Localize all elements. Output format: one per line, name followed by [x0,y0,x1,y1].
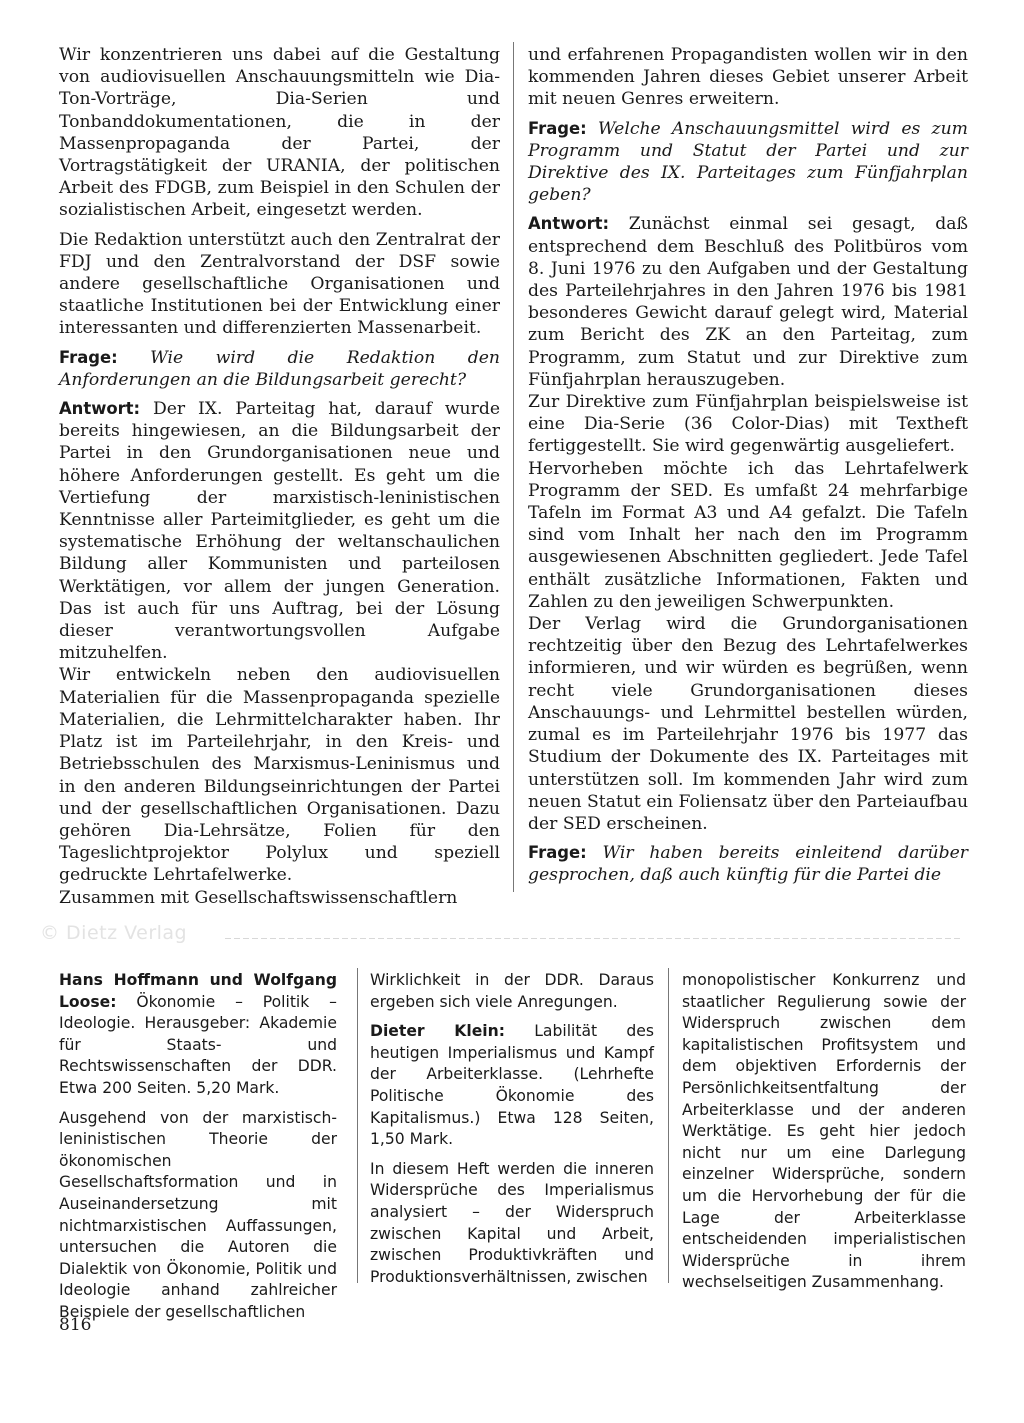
publisher-watermark: © Dietz Verlag [40,922,188,944]
question-text: Wie wird die Redaktion den Anforderungen an die Bildungsarbeit gerecht? [59,347,500,390]
question-label: Frage: [528,843,587,863]
question [528,842,968,886]
column-divider [357,968,358,1283]
question [528,118,968,207]
separator-line [225,938,963,939]
paragraph: Hervorheben möchte ich das Lehrtafelwerk Programm der SED. Es umfaßt 24 mehrfarbige Tafeln im Format A3 und A4 gefalzt. Die Tafeln sind vom Inhalt her nach den im Programm ausgewiesenen Abschnitten gegliedert. Jede Tafel enthält zusätzliche Informationen, Fakten und Zahlen zu den jeweiligen Schwerpunkten. [528,458,968,612]
review-column-2 [370,970,654,1288]
book-authors: Dieter Klein: [370,1022,505,1041]
review-text: Ausgehend von der marxistisch-leninistischen Theorie der ökonomischen Gesellschaftsformation und in Auseinandersetzung mit nichtmarxistischen Auffassungen, untersuchen die Autoren die Dialektik von Ökonomie, Politik und Ideologie anhand zahlreicher Beispiele der gesellschaftlichen [59,1108,337,1321]
paragraph: Zur Direktive zum Fünfjahrplan beispielsweise ist eine Dia-Serie (36 Color-Dias) mit Textheft fertiggestellt. Sie wird gegenwärtig ausgeliefert. [528,392,968,457]
question-text: Wir haben bereits einleitend darüber gesprochen, daß auch künftig für die Partei die [528,843,968,886]
answer-label: Antwort: [528,214,610,234]
column-divider [513,42,514,892]
book-entry [370,1021,654,1151]
question-text: Welche Anschauungsmittel wird es zum Programm und Statut der Partei und zur Direktive des IX. Parteitages zum Fünfjahrplan geben? [528,118,968,206]
answer [59,398,500,664]
answer-text: Zunächst einmal sei gesagt, daß entsprechend dem Beschluß des Politbüros vom 8. Juni 1976 zu den Aufgaben und der Gestaltung des Parteilehrjahres in den Jahren 1976 bis 1981 besonderes Gewicht darauf gelegt wird, Material zum Bericht des ZK an den Parteitag, zum Programm, zum Statut und zur Direktive zum Fünfjahrplan herauszugeben. [528,214,969,390]
question-label: Frage: [528,118,587,138]
book-details: Ökonomie – Politik – Ideologie. Herausgeber: Akademie für Staats- und Rechtswissenschaften der DDR. Etwa 200 Seiten. 5,20 Mark. [59,992,337,1097]
paragraph: Der Verlag wird die Grundorganisationen rechtzeitig über den Bezug des Lehrtafelwerkes informieren, und wir würden es begrüßen, wenn recht viele Grundorganisationen dieses Anschauungs- und Lehrmittel bestellen würden, zumal es im Parteilehrjahr 1976 bis 1977 das Studium der Dokumente des IX. Parteitages mit unterstützen soll. Im kommenden Jahr wird zum neuen Statut ein Foliensatz über den Parteiaufbau der SED erscheinen. [528,614,969,834]
question-label: Frage: [59,347,118,367]
answer-label: Antwort: [59,399,141,419]
paragraph: Zusammen mit Gesellschaftswissenschaftlern [59,887,458,908]
answer-text: Der IX. Parteitag hat, darauf wurde bereits hingewiesen, an die Bildungsarbeit der Partei in den Grundorganisationen neue und höhere Anforderungen gestellt. Es geht um die Vertiefung der marxistisch-leninistischen Kenntnisse aller Parteimitglieder, es geht um die systematische Erhöhung der weltanschaulichen Bildung aller Kommunisten und parteilosen Werktätigen, vor allem der jungen Generation. Das ist auch für uns Auftrag, bei der Lösung dieser verantwortungsvollen Aufgabe mitzuhelfen. [59,399,501,664]
question [59,347,500,391]
book-entry [59,970,337,1100]
left-text-column [59,44,500,909]
review-text: Wirklichkeit in der DDR. Daraus ergeben sich viele Anregungen. [370,971,654,1011]
column-divider [668,968,669,1283]
review-text: In diesem Heft werden die inneren Widersprüche des Imperialismus analysiert – der Widerspruch zwischen Kapital und Arbeit, zwischen Produktivkräften und Produktionsverhältnissen, zwischen [370,1159,654,1286]
paragraph: Wir konzentrieren uns dabei auf die Gestaltung von audiovisuellen Anschauungsmitteln wie Dia-Ton-Vorträge, Dia-Serien und Tonbanddokumentationen, die in der Massenpropaganda der Partei, der Vortragstätigkeit der URANIA, der politischen Arbeit des FDGB, zum Beispiel in den Schulen der sozialistischen Arbeit, eingesetzt werden. [59,45,500,221]
review-text: monopolistischer Konkurrenz und staatlicher Regulierung sowie der Widerspruch zwischen dem kapitalistischen Profitsystem und dem objektiven Erfordernis der Persönlichkeitsentfaltung der Arbeiterklasse und der anderen Werktätige. Es geht hier jedoch nicht nur um eine Darlegung einzelner Widersprüche, sondern um die Hervorhebung der für die Lage der Arbeiterklasse entscheidenden imperialistischen Widersprüche in ihrem wechselseitigen Zusammenhang. [682,971,966,1292]
review-column-3 [682,970,966,1294]
answer [528,213,968,391]
book-authors: Hans Hoffmann und Wolfgang Loose: [59,971,337,1011]
paragraph: Wir entwickeln neben den audiovisuellen Materialien für die Massenpropaganda spezielle Materialien, die Lehrmittelcharakter haben. Ihr Platz ist im Parteilehrjahr, in den Kreis- und Betriebsschulen des Marxismus-Leninismus und in den anderen Bildungseinrichtungen der Partei und der gesellschaftlichen Organisationen. Dazu gehören Dia-Lehrsätze, Folien für den Tageslichtprojektor Polylux und speziell gedruckte Lehrtafelwerke. [59,665,500,886]
review-column-1 [59,970,337,1324]
page-number: 816 [59,1315,92,1335]
paragraph: und erfahrenen Propagandisten wollen wir in den kommenden Jahren dieses Gebiet unserer Arbeit mit neuen Genres erweitern. [528,45,968,110]
right-text-column [528,44,968,894]
paragraph: Die Redaktion unterstützt auch den Zentralrat der FDJ und den Zentralvorstand der DSF sowie andere gesellschaftliche Organisationen und staatliche Institutionen bei der Entwicklung einer interessanten und differenzierten Massenarbeit. [59,229,500,339]
book-details: Labilität des heutigen Imperialismus und Kampf der Arbeiterklasse. (Lehrhefte Politische Ökonomie des Kapitalismus.) Etwa 128 Seiten, 1,50 Mark. [370,1022,654,1149]
